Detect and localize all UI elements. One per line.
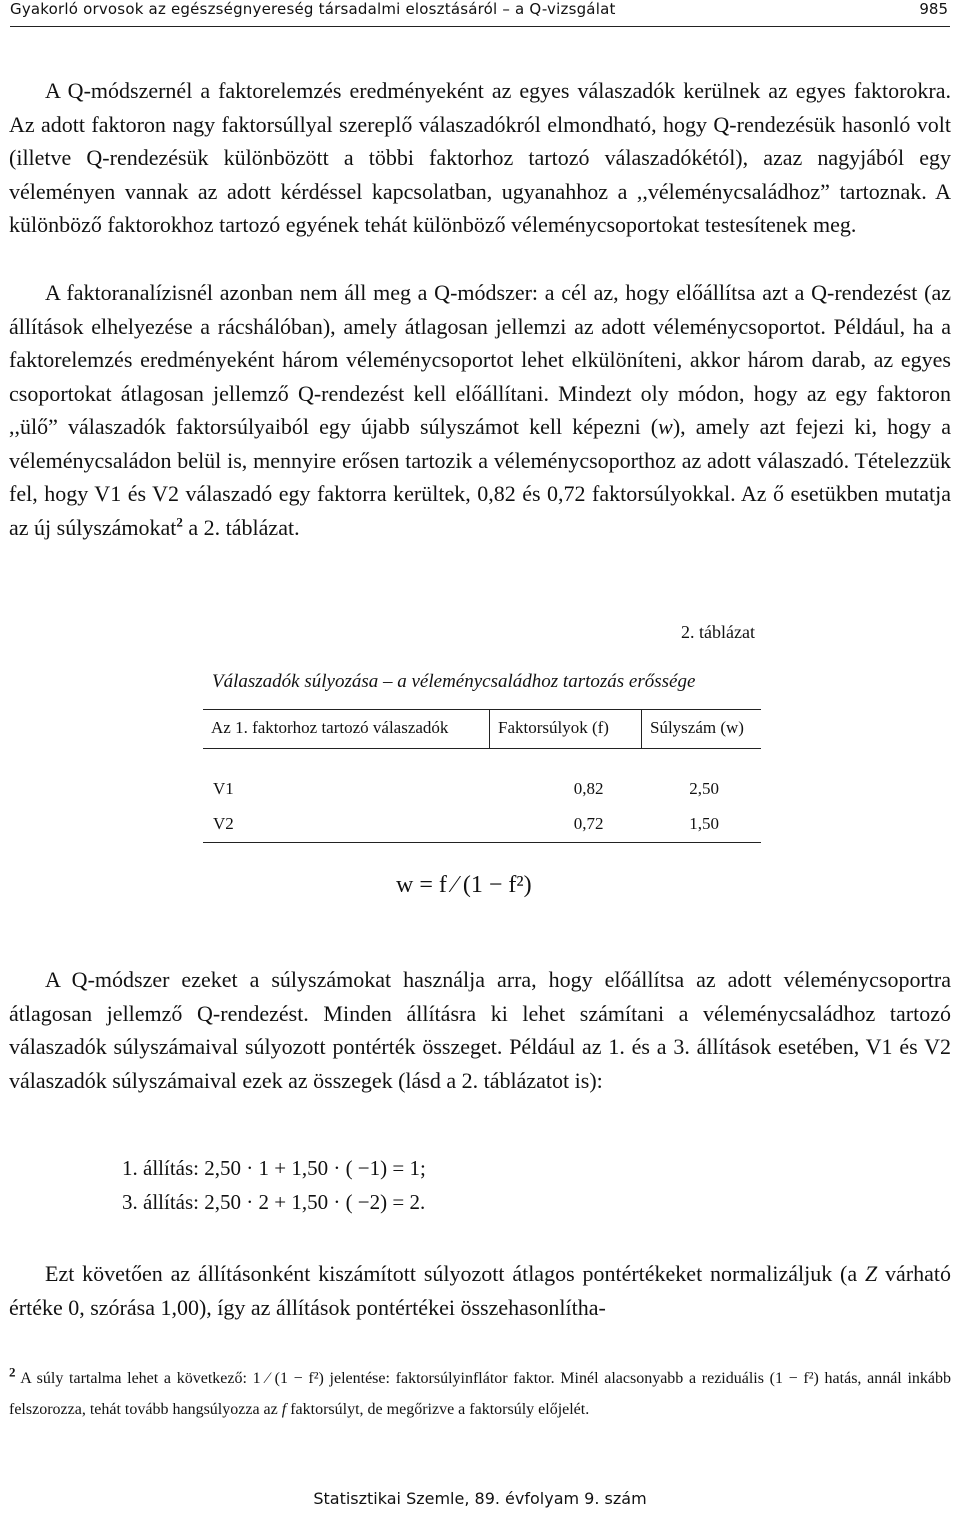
page-number: 985	[919, 0, 948, 18]
footnote-text-b: faktorsúlyt, de megőrizve a faktorsúly előjelét.	[286, 1401, 590, 1418]
table-cell-factor: 0,82	[573, 779, 604, 798]
table-cell-respondent: V1	[213, 779, 234, 798]
table-header-factor-loadings: Faktorsúlyok (f)	[490, 710, 642, 749]
paragraph-4-z: Z	[864, 1261, 878, 1286]
paragraph-1: A Q-módszernél a faktorelemzés eredményeként az egyes válaszadók kerülnek az egyes faktorokra. Az adott faktoron nagy faktorsúllyal szereplő válaszadókról elmondható, hogy Q-rendezésük hasonló volt (illetve Q-rendezésük különbözött a többi faktorhoz tartozó válaszadókétól), azaz nagyjából egy véleményen vannak az adott kérdéssel kapcsolatban, ugyanahhoz a ,,véleménycsaládhoz” tartoznak. A különböző faktorokhoz tartozó egyének tehát különböző véleménycsoportokat testesítenek meg.	[9, 78, 951, 237]
paragraph-4-part-b: várható értéke 0, szórása 1,00), így az állítások pontértékei összehasonlítha-	[9, 1261, 952, 1320]
table-cell-weight: 2,50	[689, 779, 719, 798]
table-row	[203, 806, 761, 843]
paragraph-2	[9, 276, 951, 544]
paragraph-2-part-b: ), amely azt fejezi ki, hogy a véleménycsaládon belül is, mennyire erősen tartozik a véleménycsoporthoz az adott válaszadó. Tételezzük fel, hogy V1 és V2 válaszadó egy faktorra kerültek, 0,82 és 0,72 faktorsúlyokkal. Az ő esetükben mutatja az új súlyszámokat	[9, 414, 952, 540]
table-cell-factor: 0,72	[490, 806, 642, 843]
footnote	[9, 1363, 951, 1425]
paragraph-4-part-a: Ezt követően az állításonként kiszámított súlyozott átlagos pontértékeket normalizáljuk (a	[45, 1261, 865, 1286]
running-header	[10, 0, 950, 27]
footnote-text-a: A súly tartalma lehet a következő: 1 ⁄ (1 − f²) jelentése: faktorsúlyinflátor faktor. Minél alacsonyabb a reziduális (1 − f²) hatás, annál inkább felszorozza, tehát tovább hangsúlyozza az	[9, 1370, 951, 1418]
table-header-respondents: Az 1. faktorhoz tartozó válaszadók	[203, 710, 490, 749]
header-title: Gyakorló orvosok az egészségnyereség társadalmi elosztásáról – a Q-vizsgálat	[10, 0, 616, 18]
weight-formula: w = f ⁄ (1 − f²)	[396, 872, 532, 898]
footnote-ref[interactable]: 2	[176, 514, 183, 530]
table-row	[203, 772, 761, 806]
paragraph-2-w: w	[658, 414, 673, 439]
table-header-weight: Súlyszám (w)	[642, 710, 762, 749]
journal-footer: Statisztikai Szemle, 89. évfolyam 9. szám	[313, 1489, 647, 1508]
table-cell-weight: 1,50	[642, 806, 762, 843]
table-cell-respondent: V2	[203, 806, 490, 843]
equation-1: 1. állítás: 2,50 · 1 + 1,50 · ( −1) = 1;	[122, 1156, 426, 1180]
equation-2: 3. állítás: 2,50 · 2 + 1,50 · ( −2) = 2.	[122, 1190, 426, 1214]
table-title: Válaszadók súlyozása – a véleménycsaládhoz tartozás erőssége	[212, 671, 696, 692]
paragraph-4	[9, 1257, 951, 1324]
table-number: 2. táblázat	[681, 622, 755, 642]
footnote-marker: 2	[9, 1364, 16, 1380]
paragraph-2-part-c: a 2. táblázat.	[182, 514, 300, 540]
paragraph-2-part-a: A faktoranalízisnél azonban nem áll meg a Q-módszer: a cél az, hogy előállítsa azt a Q-rendezést (az állítások elhelyezése a rácshálóban), amely átlagosan jellemzi az adott véleménycsoportot. Például, ha a faktorelemzés eredményeként három véleménycsoportot lehet elkülöníteni, akkor három darab, az egyes csoportokat átlagosan jellemző Q-rendezést kell előállítani. Mindezt oly módon, hogy az egy faktoron ,,ülő” válaszadók faktorsúlyaiból egy újabb súlyszámot kell képezni (	[9, 280, 951, 439]
footnote-f: f	[281, 1401, 287, 1418]
weights-table	[203, 709, 761, 843]
paragraph-3: A Q-módszer ezeket a súlyszámokat használja arra, hogy előállítsa az adott véleménycsoportra átlagosan jellemző Q-rendezést. Minden állításra ki lehet számítani a véleménycsaládhoz tartozó válaszadók súlyszámaival súlyozott pontérték összeget. Például az 1. és a 3. állítások esetében, V1 és V2 válaszadók súlyszámaival ezek az összegek (lásd a 2. táblázatot is):	[9, 967, 951, 1093]
